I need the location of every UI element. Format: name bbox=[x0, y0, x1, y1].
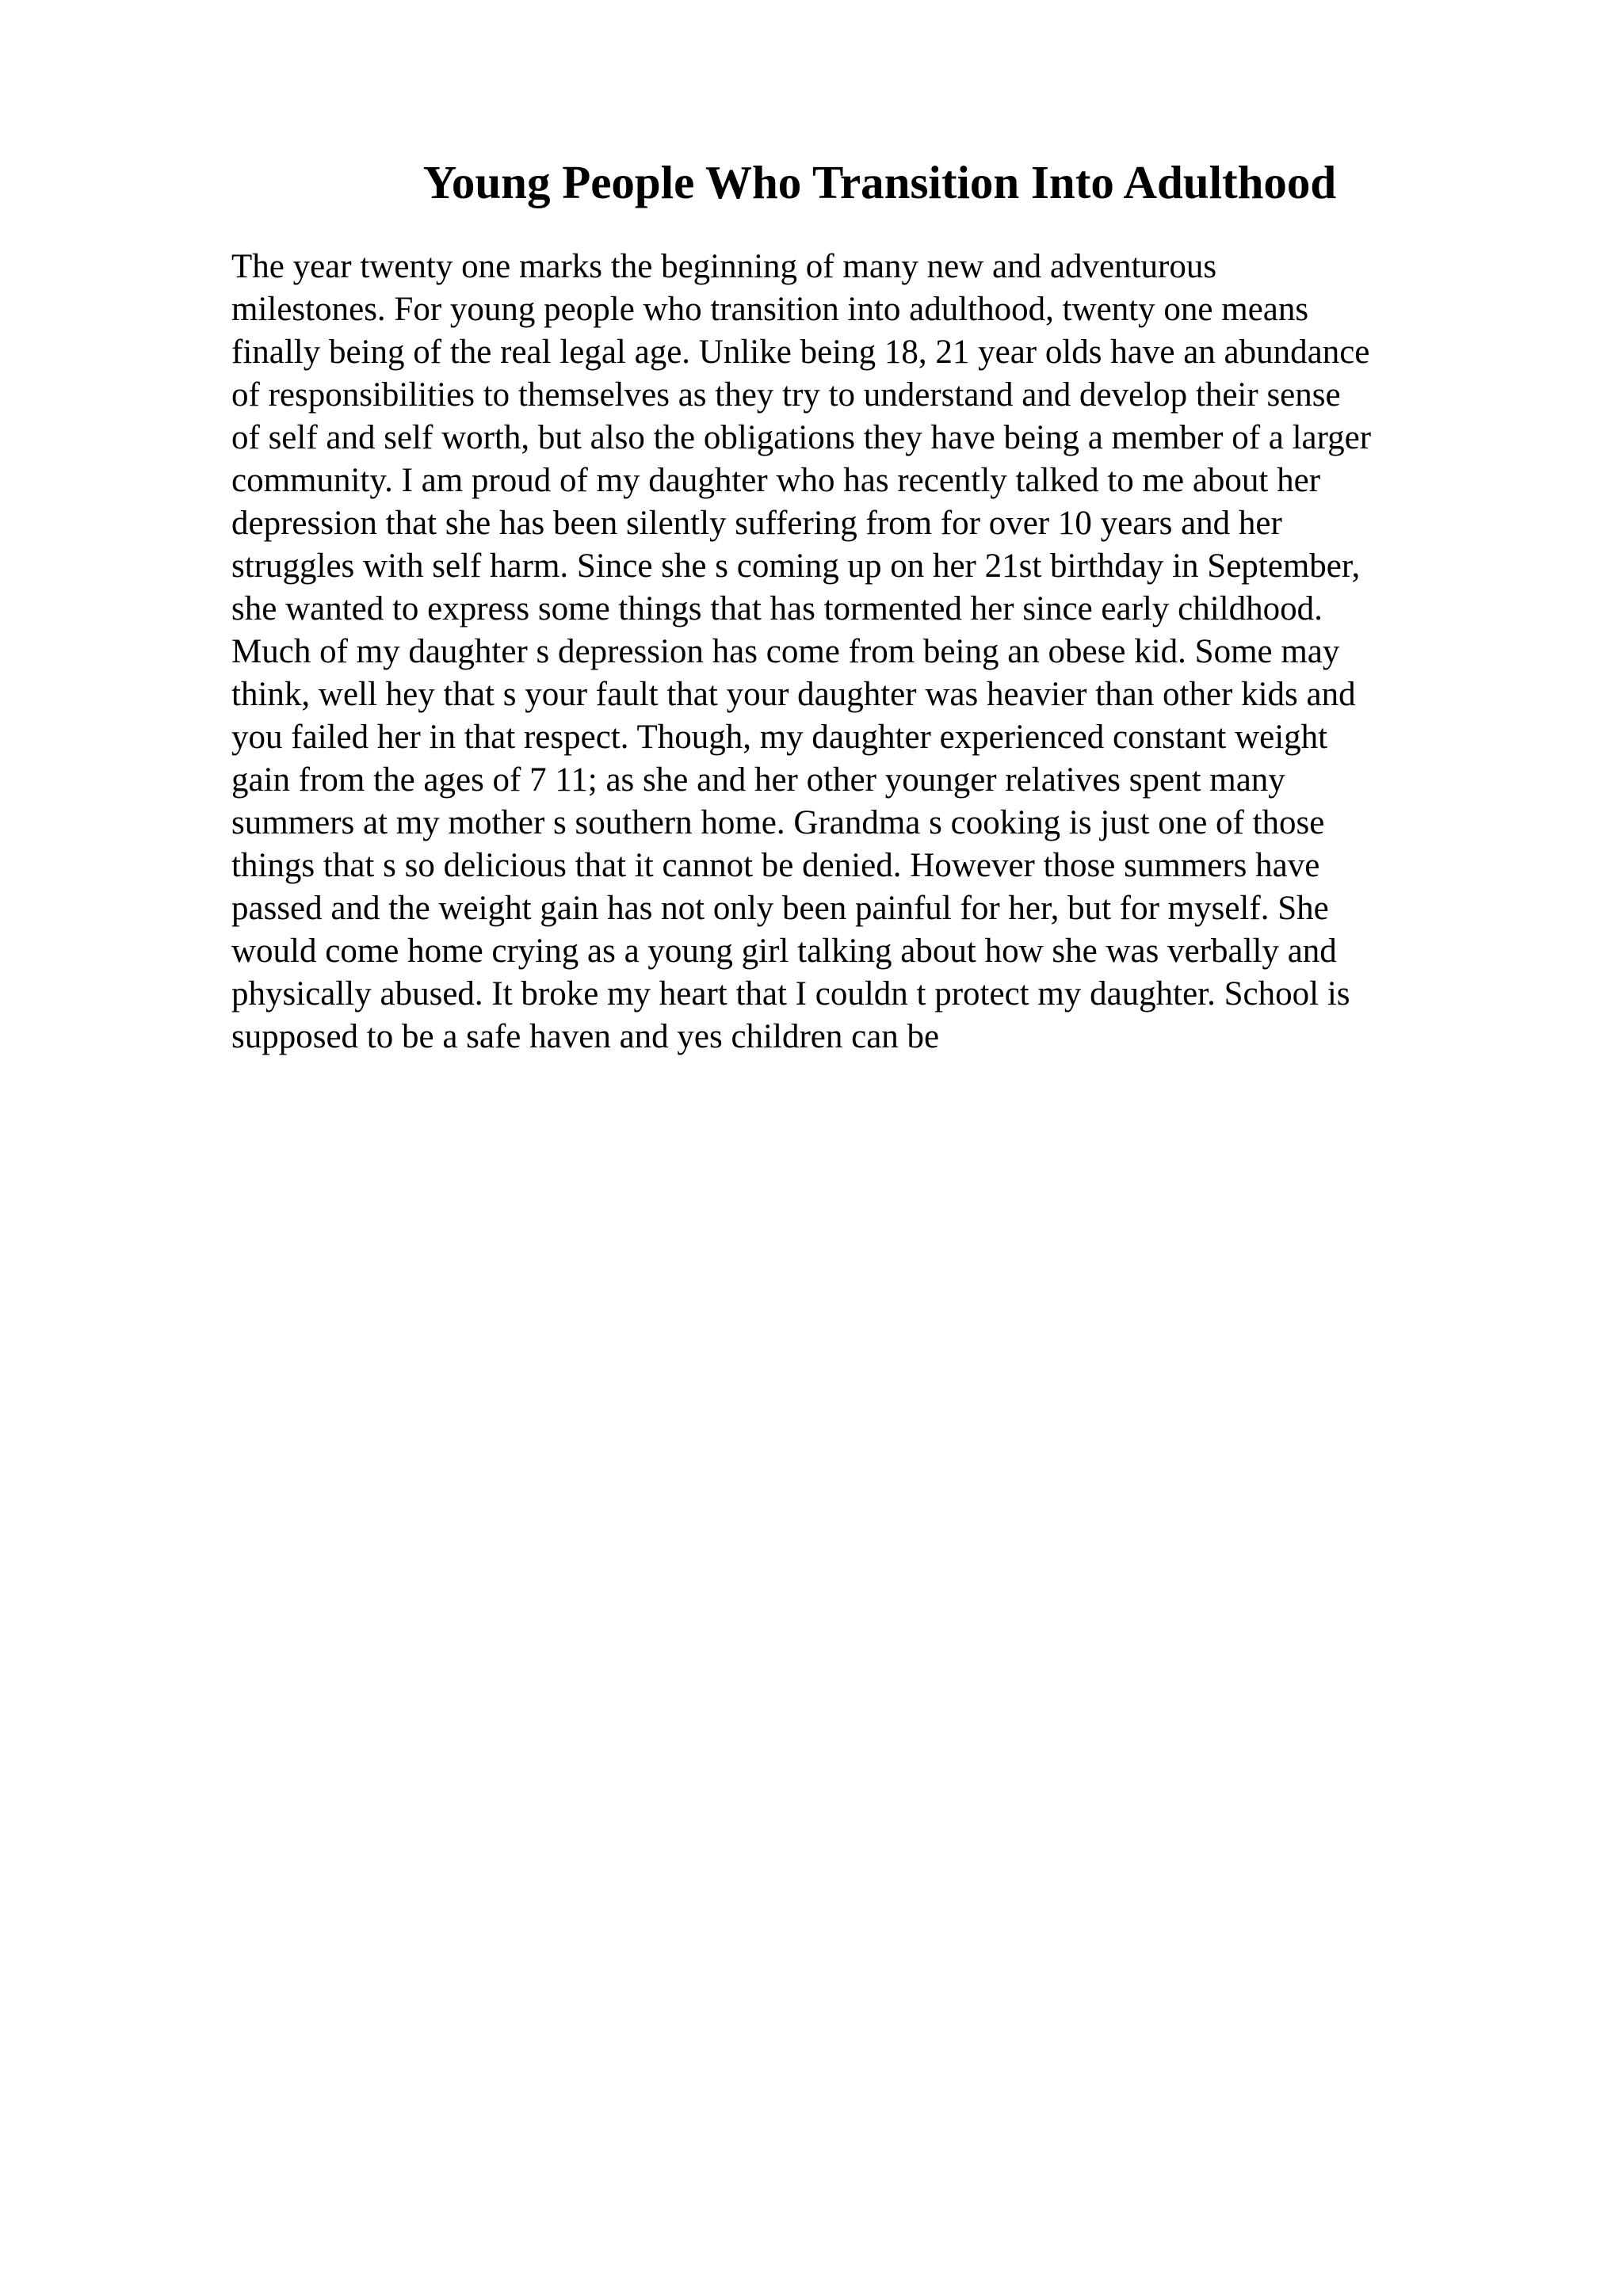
body-line-16: passed and the weight gain has not only been painful for her, but for myself. She bbox=[231, 890, 1329, 927]
body-line-15: things that s so delicious that it cannot be denied. However those summers have bbox=[231, 847, 1320, 884]
body-line-19: supposed to be a safe haven and yes children can be bbox=[231, 1018, 940, 1055]
body-line-7: depression that she has been silently suffering from for over 10 years and her bbox=[231, 505, 1282, 542]
body-line-6: community. I am proud of my daughter who has recently talked to me about her bbox=[231, 462, 1321, 499]
body-line-2: milestones. For young people who transition into adulthood, twenty one means bbox=[231, 291, 1309, 328]
body-line-11: think, well hey that s your fault that your daughter was heavier than other kids and bbox=[231, 676, 1356, 713]
body-line-14: summers at my mother s southern home. Grandma s cooking is just one of those bbox=[231, 804, 1325, 841]
body-line-9: she wanted to express some things that has tormented her since early childhood. bbox=[231, 590, 1323, 627]
body-line-3: finally being of the real legal age. Unlike being 18, 21 year olds have an abundance bbox=[231, 334, 1370, 371]
body-line-17: would come home crying as a young girl talking about how she was verbally and bbox=[231, 933, 1337, 970]
body-line-8: struggles with self harm. Since she s coming up on her 21st birthday in September, bbox=[231, 547, 1361, 585]
body-line-12: you failed her in that respect. Though, my daughter experienced constant weight bbox=[231, 719, 1328, 756]
body-line-1: The year twenty one marks the beginning of many new and adventurous bbox=[231, 248, 1217, 285]
body-line-10: Much of my daughter s depression has come from being an obese kid. Some may bbox=[231, 633, 1340, 670]
body-line-5: of self and self worth, but also the obligations they have being a member of a larger bbox=[231, 419, 1372, 456]
body-line-4: of responsibilities to themselves as they try to understand and develop their sense bbox=[231, 376, 1341, 414]
document-title: Young People Who Transition Into Adulthood bbox=[422, 156, 1337, 208]
body-line-18: physically abused. It broke my heart that I couldn t protect my daughter. School is bbox=[231, 975, 1350, 1013]
document-body bbox=[231, 246, 1499, 1058]
body-line-13: gain from the ages of 7 11; as she and her other younger relatives spent many bbox=[231, 761, 1285, 799]
